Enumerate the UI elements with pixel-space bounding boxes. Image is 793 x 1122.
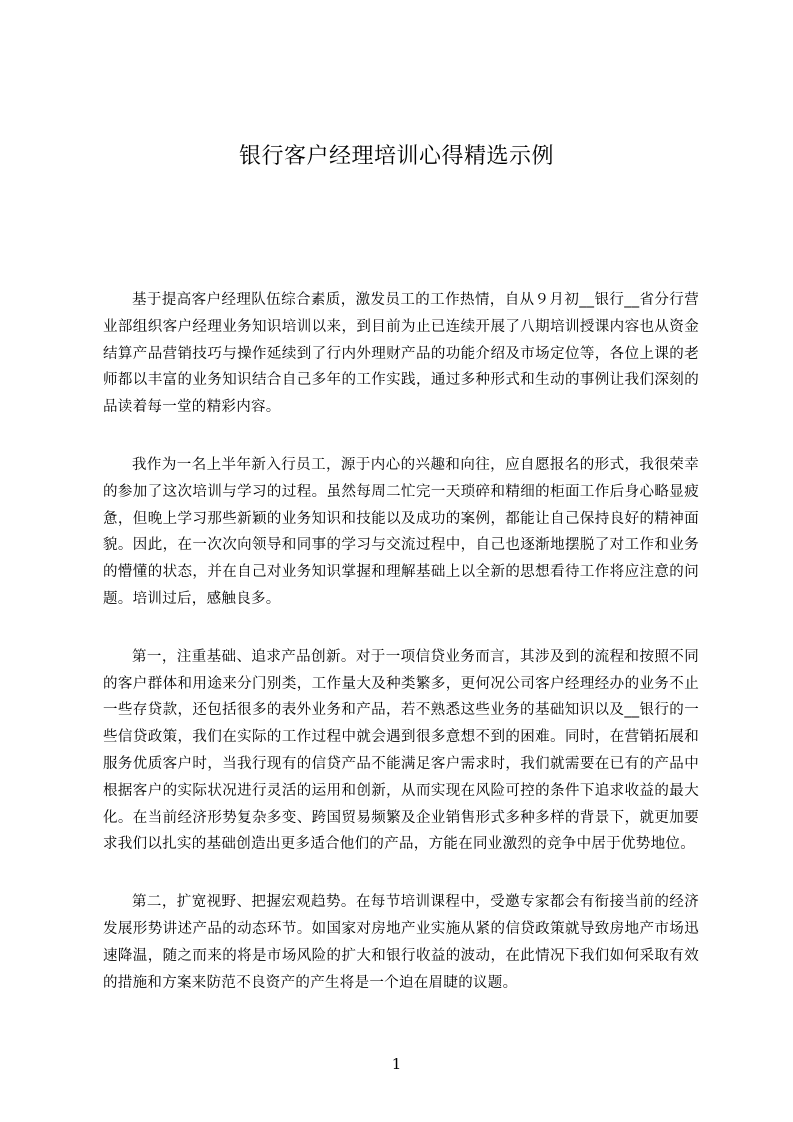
paragraph-1: 基于提高客户经理队伍综合素质，激发员工的工作热情，自从９月初__银行__省分行营业部组织客户经理业务知识培训以来，到目前为止已连续开展了八期培训授课内容也从资金结算产品营销技巧与操作延续到了行内外理财产品的功能介绍及市场定位等，各位上课的老师都以丰富的业务知识结合自己多年的工作实践，通过多种形式和生动的事例让我们深刻的品读着每一堂的精彩内容。 (103, 292, 699, 416)
paragraph-2: 我作为一名上半年新入行员工，源于内心的兴趣和向往，应自愿报名的形式，我很荣幸的参加了这次培训与学习的过程。虽然每周二忙完一天琐碎和精细的柜面工作后身心略显疲惫，但晚上学习那些新颖的业务知识和技能以及成功的案例，都能让自己保持良好的精神面貌。因此，在一次次向领导和同事的学习与交流过程中，自己也逐渐地摆脱了对工作和业务的懵懂的状态，并在自己对业务知识掌握和理解基础上以全新的思想看待工作将应注意的问题。培训过后，感触良多。 (103, 456, 699, 607)
paragraph-3: 第一，注重基础、追求产品创新。对于一项信贷业务而言，其涉及到的流程和按照不同的客户群体和用途来分门别类，工作量大及种类繁多，更何况公司客户经理经办的业务不止一些存贷款，还包括很多的表外业务和产品，若不熟悉这些业务的基础知识以及__银行的一些信贷政策，我们在实际的工作过程中就会遇到很多意想不到的困难。同时，在营销拓展和服务优质客户时，当我行现有的信贷产品不能满足客户需求时，我们就需要在已有的产品中根据客户的实际状况进行灵活的运用和创新，从而实现在风险可控的条件下追求收益的最大化。在当前经济形势复杂多变、跨国贸易频繁及企业销售形式多种多样的背景下，就更加要求我们以扎实的基础创造出更多适合他们的产品，方能在同业激烈的竞争中居于优势地位。 (103, 648, 699, 853)
document-body (103, 287, 699, 1027)
paragraph-4: 第二，扩宽视野、把握宏观趋势。在每节培训课程中，受邀专家都会有衔接当前的经济发展形势讲述产品的动态环节。如国家对房地产业实施从紧的信贷政策就导致房地产市场迅速降温，随之而来的将是市场风险的扩大和银行收益的波动，在此情况下我们如何采取有效的措施和方案来防范不良资产的产生将是一个迫在眉睫的议题。 (103, 894, 699, 991)
page-number: 1 (391, 1055, 402, 1073)
document-title: 银行客户经理培训心得精选示例 (238, 144, 554, 169)
